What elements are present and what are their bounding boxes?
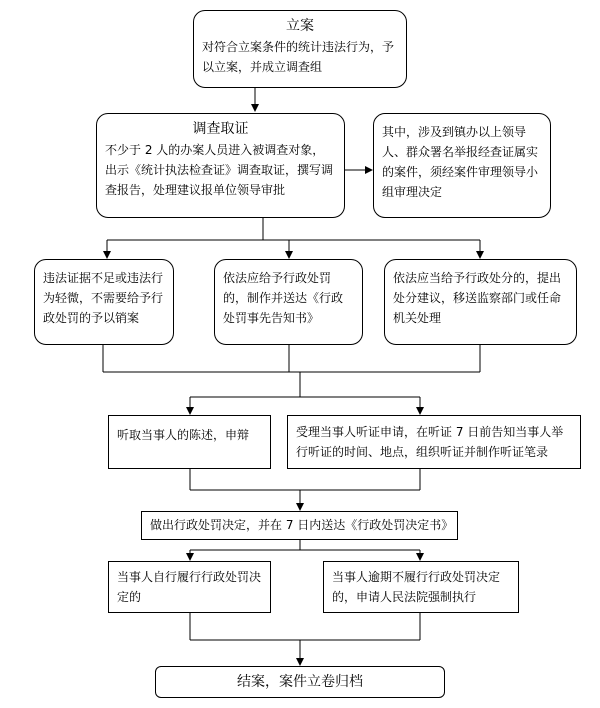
node-decision: [141, 511, 458, 540]
node-filing: [193, 10, 407, 88]
node-major-case: [373, 113, 551, 218]
node-investigation-body: 不少于 2 人的办案人员进入被调查对象，出示《统计执法检查证》调查取证，撰写调查报告，处理建议报单位领导审批: [105, 143, 334, 197]
node-hearing-body: 受理当事人听证申请，在听证 7 日前告知当事人举行听证的时间、地点，组织听证并制作听证笔录: [296, 425, 564, 459]
node-transfer-body: 依法应当给予行政处分的，提出处分建议，移送监察部门或任命机关处理: [393, 271, 562, 325]
node-investigation: [96, 113, 345, 218]
node-enforce-body: 当事人逾期不履行行政处罚决定的，申请人民法院强制执行: [332, 570, 501, 604]
node-filing-title: 立案: [286, 18, 314, 34]
node-enforce: [323, 561, 519, 613]
node-hearing: [287, 415, 581, 469]
node-major-case-body: 其中，涉及到镇办以上领导人、群众署名举报经查证属实的案件，须经案件审理领导小组审理决定: [382, 125, 539, 199]
node-statement: [108, 415, 271, 469]
node-filing-body: 对符合立案条件的统计违法行为，予以立案，并成立调查组: [202, 40, 395, 74]
node-cancel: [34, 259, 174, 345]
node-self-perform-body: 当事人自行履行行政处罚决定的: [117, 570, 262, 604]
node-close-body: 结案，案件立卷归档: [237, 674, 363, 690]
node-transfer: [384, 259, 577, 345]
node-cancel-body: 违法证据不足或违法行为轻微，不需要给予行政处罚的予以销案: [43, 271, 164, 325]
node-close: [155, 666, 445, 698]
node-self-perform: [108, 561, 271, 613]
node-advance-notice-body: 依法应给予行政处罚的，制作并送达《行政处罚事先告知书》: [223, 271, 344, 325]
node-decision-body: 做出行政处罚决定，并在 7 日内送达《行政处罚决定书》: [150, 518, 454, 532]
node-investigation-title: 调查取证: [192, 121, 249, 137]
node-statement-body: 听取当事人的陈述，申辩: [117, 428, 250, 442]
node-advance-notice: [214, 259, 363, 345]
